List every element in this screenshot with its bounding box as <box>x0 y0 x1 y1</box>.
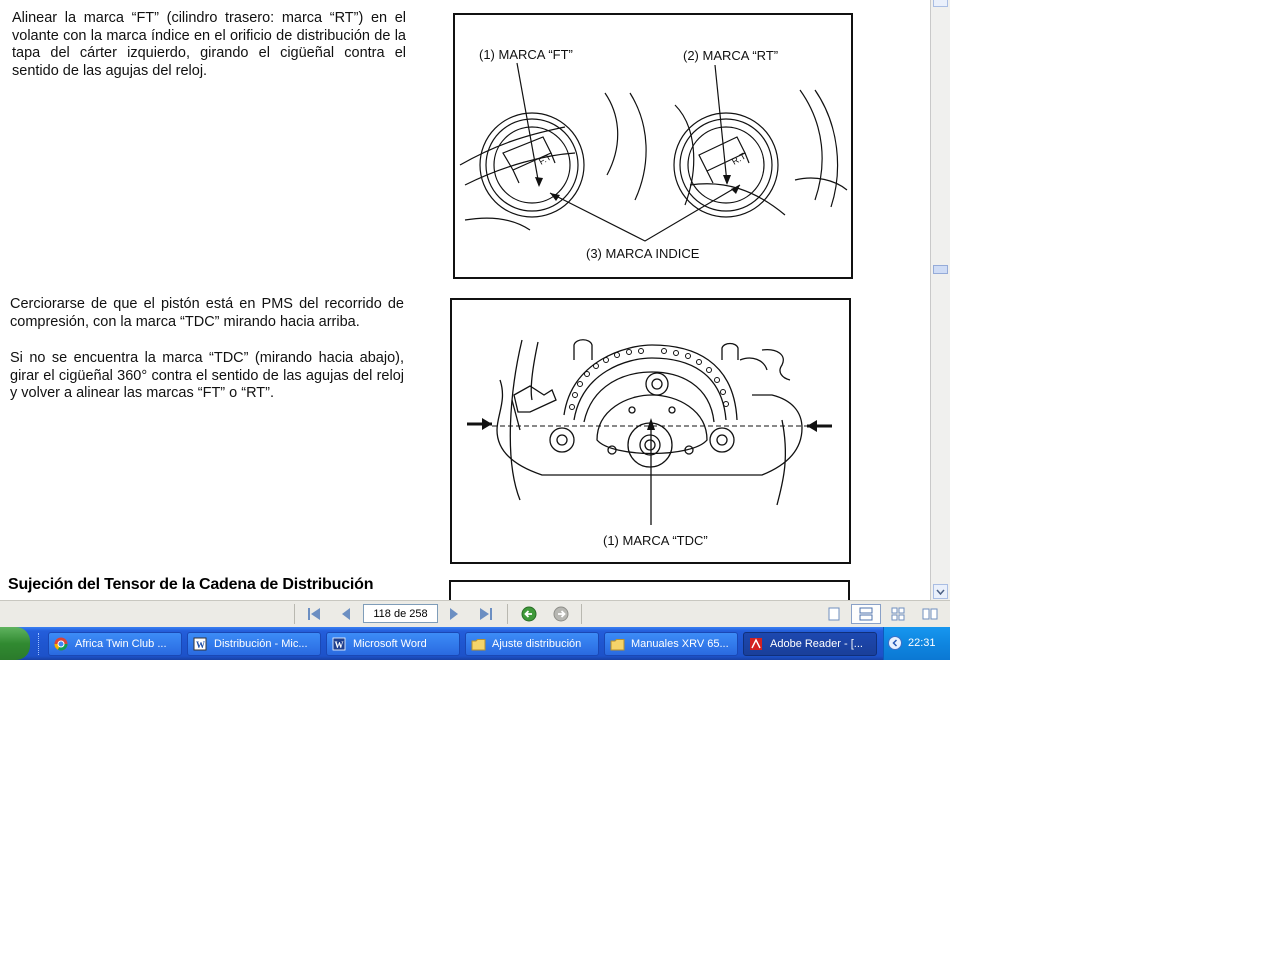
previous-page-icon <box>340 607 352 621</box>
single-page-icon <box>828 607 840 621</box>
folder-icon <box>609 636 625 652</box>
facing-view-button[interactable] <box>883 604 913 624</box>
scroll-thumb[interactable] <box>933 265 948 274</box>
ft-mark: F.T <box>537 151 553 167</box>
svg-text:W: W <box>196 640 205 650</box>
instruction-paragraph-1: Alinear la marca “FT” (cilindro trasero: marca “RT”) en el volante con la marca índice en el orificio de distribución de la tapa del cárter izquierdo, girando el cigüeñal contra el sentido de las agujas del reloj. <box>12 10 406 79</box>
chrome-icon <box>53 636 69 652</box>
toolbar-separator <box>507 604 508 624</box>
previous-view-button[interactable] <box>519 605 539 623</box>
section-heading: Sujeción del Tensor de la Cadena de Distribución <box>8 576 374 593</box>
taskbar-item-label: Africa Twin Club ... <box>75 638 167 650</box>
taskbar-item-label: Ajuste distribución <box>492 638 582 650</box>
taskbar-item-adobe-reader[interactable] <box>743 632 877 656</box>
chevron-left-icon <box>891 639 899 647</box>
first-page-button[interactable] <box>304 605 324 623</box>
taskbar-item-label: Microsoft Word <box>353 638 427 650</box>
svg-text:W: W <box>334 640 344 650</box>
vertical-scrollbar[interactable] <box>930 0 950 600</box>
adobe-reader-icon <box>748 636 764 652</box>
page-number-field[interactable]: 118 de 258 <box>363 604 438 623</box>
taskbar-item-africa-twin-club[interactable] <box>48 632 182 656</box>
folder-icon <box>470 636 486 652</box>
tdc-mark-callout: (1) MARCA “TDC” <box>603 533 708 548</box>
index-mark-callout: (3) MARCA INDICE <box>586 246 700 261</box>
taskbar-item-microsoft-word[interactable] <box>326 632 460 656</box>
single-page-view-button[interactable] <box>819 604 849 624</box>
tdc-mark-figure <box>450 298 851 564</box>
last-page-icon <box>478 607 494 621</box>
start-button[interactable] <box>0 627 30 660</box>
last-page-button[interactable] <box>476 605 496 623</box>
taskbar-item-manuales-xrv[interactable] <box>604 632 738 656</box>
taskbar-item-label: Distribución - Mic... <box>214 638 308 650</box>
facing-continuous-view-button[interactable] <box>915 604 945 624</box>
continuous-view-button[interactable] <box>851 604 881 624</box>
taskbar-clock[interactable]: 22:31 <box>908 637 936 649</box>
rt-mark: R.T <box>730 150 748 167</box>
next-page-icon <box>448 607 460 621</box>
next-figure-frame <box>449 580 850 600</box>
word-icon <box>331 636 347 652</box>
taskbar-item-label: Manuales XRV 65... <box>631 638 729 650</box>
taskbar-item-ajuste-distribucion[interactable] <box>465 632 599 656</box>
two-page-icon <box>922 608 938 620</box>
forward-arrow-icon <box>553 606 569 622</box>
previous-page-button[interactable] <box>336 605 356 623</box>
next-view-button[interactable] <box>551 605 571 623</box>
show-hidden-icons-button[interactable] <box>888 636 902 650</box>
taskbar-item-label: Adobe Reader - [... <box>770 638 863 650</box>
toolbar-separator <box>581 604 582 624</box>
document-viewport[interactable] <box>0 0 930 600</box>
instruction-paragraph-3: Si no se encuentra la marca “TDC” (mirando hacia abajo), girar el cigüeñal 360° contra el sentido de las agujas del reloj y volver a alinear las marcas “FT” o “RT”. <box>10 350 404 401</box>
continuous-page-icon <box>859 607 873 621</box>
taskbar-item-distribucion-word[interactable] <box>187 632 321 656</box>
system-tray <box>883 627 950 660</box>
scroll-down-button[interactable] <box>933 584 948 599</box>
back-arrow-icon <box>521 606 537 622</box>
chevron-down-icon <box>936 589 945 595</box>
rt-mark-callout: (2) MARCA “RT” <box>683 48 779 63</box>
first-page-icon <box>306 607 322 621</box>
ft-mark-callout: (1) MARCA “FT” <box>479 47 573 62</box>
navigation-toolbar <box>0 600 950 627</box>
facing-pages-icon <box>891 607 905 621</box>
instruction-paragraph-2: Cerciorarse de que el pistón está en PMS del recorrido de compresión, con la marca “TDC” mirando hacia arriba. <box>10 296 404 330</box>
taskbar-grip <box>38 633 43 655</box>
word-doc-icon <box>192 636 208 652</box>
next-page-button[interactable] <box>444 605 464 623</box>
scroll-up-button[interactable] <box>933 0 948 7</box>
crankcase-tdc-illustration <box>452 300 849 562</box>
flywheel-marks-figure <box>453 13 853 279</box>
toolbar-separator <box>294 604 295 624</box>
windows-taskbar <box>0 627 950 660</box>
